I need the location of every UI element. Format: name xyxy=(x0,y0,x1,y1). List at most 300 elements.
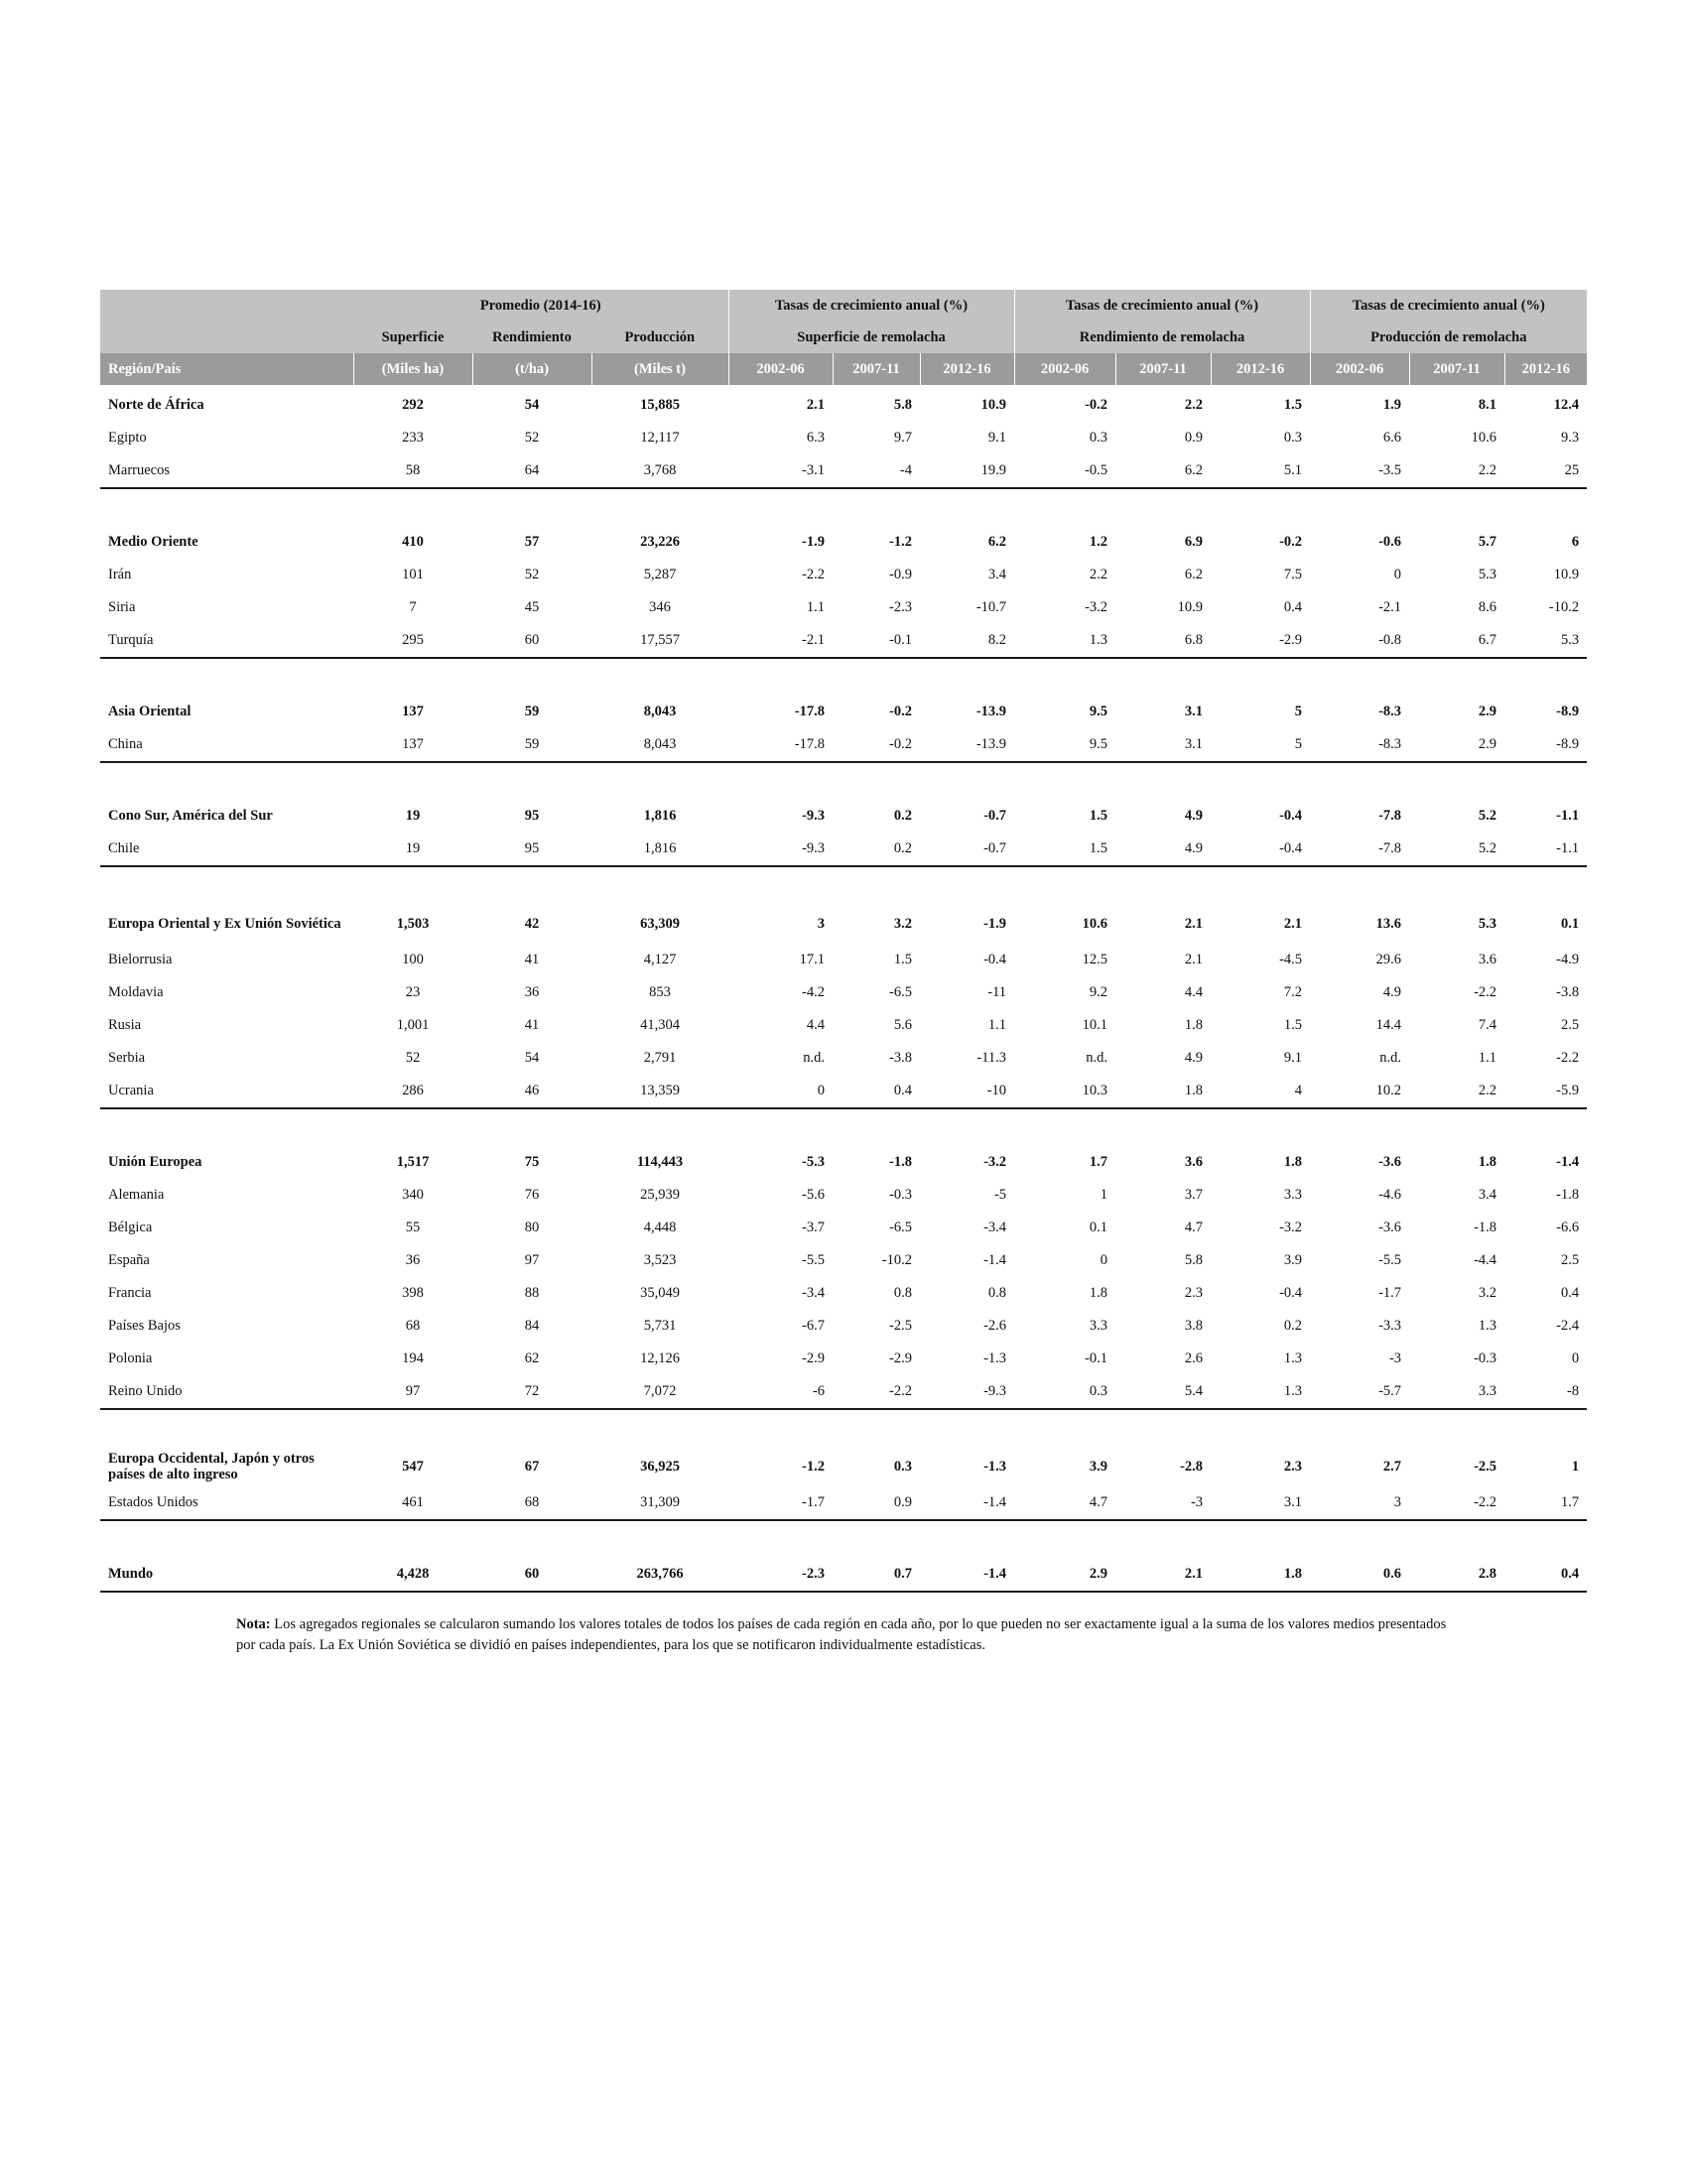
table-cell: 80 xyxy=(524,1220,540,1235)
table-cell: -6 xyxy=(728,1375,833,1409)
table-cell: -0.2 xyxy=(833,728,920,762)
table-cell: 25,939 xyxy=(640,1187,680,1203)
table-cell: 9.1 xyxy=(987,430,1007,446)
row-name: Serbia xyxy=(108,1050,146,1066)
table-cell: 52 xyxy=(405,1050,421,1066)
table-cell: 3.1 xyxy=(1115,728,1211,762)
table-cell: 0.4 xyxy=(1560,1285,1580,1301)
table-cell: 5.1 xyxy=(1211,454,1310,488)
table-cell: n.d. xyxy=(1379,1050,1402,1066)
table-cell: 8.2 xyxy=(920,624,1014,658)
table-cell: 15,885 xyxy=(640,397,680,413)
country-row xyxy=(100,1212,1587,1244)
region-row xyxy=(100,526,1587,559)
country-row xyxy=(100,1042,1587,1075)
table-cell: 3.2 xyxy=(893,915,913,932)
table-cell: -3.6 xyxy=(1378,1220,1402,1235)
row-name: China xyxy=(100,728,353,762)
table-cell: 95 xyxy=(472,833,591,866)
table-cell: -1.9 xyxy=(802,534,826,550)
table-cell: 2,791 xyxy=(643,1050,677,1066)
table-cell: 4.9 xyxy=(1184,808,1204,824)
table-cell: 7.2 xyxy=(1283,984,1303,1000)
table-cell: -0.7 xyxy=(920,833,1014,866)
table-cell: -1.8 xyxy=(1556,1187,1580,1203)
table-cell: 2.1 xyxy=(1184,952,1204,967)
table-cell: -1.4 xyxy=(920,1558,1014,1592)
country-row xyxy=(100,833,1587,866)
table-cell: 9.5 xyxy=(1089,704,1108,719)
table-cell: -2.2 xyxy=(1474,984,1497,1000)
table-cell: -5.3 xyxy=(802,1154,826,1170)
table-cell: 0 xyxy=(1393,567,1402,582)
header-tasas-rendimiento: Tasas de crecimiento anual (%) xyxy=(1014,290,1310,322)
table-cell: 8.1 xyxy=(1478,397,1497,413)
table-cell: -3.2 xyxy=(983,1154,1007,1170)
table-cell: 72 xyxy=(472,1375,591,1409)
table-cell: 3.4 xyxy=(1478,1187,1497,1203)
table-cell: 1.3 xyxy=(1014,624,1115,658)
sugar-beet-statistics-table xyxy=(100,290,1587,1593)
country-row xyxy=(100,1343,1587,1375)
table-cell: 0.1 xyxy=(1089,1220,1108,1235)
table-cell: -5.5 xyxy=(802,1252,826,1268)
table-cell: 1 xyxy=(1571,1458,1580,1475)
table-cell: -8.9 xyxy=(1556,704,1580,719)
table-cell: -4.2 xyxy=(802,984,826,1000)
country-row xyxy=(100,1486,1587,1520)
row-name: Bielorrusia xyxy=(108,952,173,967)
region-row xyxy=(100,904,1587,944)
table-cell: 0.9 xyxy=(1184,430,1204,446)
header-promedio: Promedio (2014-16) xyxy=(353,290,728,322)
table-cell: 5.3 xyxy=(1478,567,1497,582)
table-cell: -1.8 xyxy=(1474,1220,1497,1235)
table-cell: 1.3 xyxy=(1211,1375,1310,1409)
table-cell: 1.3 xyxy=(1283,1350,1303,1366)
table-cell: -13.9 xyxy=(920,728,1014,762)
table-cell: 3 xyxy=(817,915,826,932)
table-cell: 3,768 xyxy=(591,454,728,488)
table-cell: -1.3 xyxy=(983,1458,1007,1475)
table-cell: 6.8 xyxy=(1115,624,1211,658)
row-name: Unión Europea xyxy=(108,1154,202,1170)
table-cell: 95 xyxy=(524,808,540,824)
row-name: Polonia xyxy=(108,1350,153,1366)
table-cell: -3.3 xyxy=(1378,1318,1402,1334)
table-cell: -3.8 xyxy=(889,1050,913,1066)
table-cell: -0.6 xyxy=(1378,534,1402,550)
table-cell: 13,359 xyxy=(591,1075,728,1108)
table-cell: 68 xyxy=(405,1318,421,1334)
table-cell: 194 xyxy=(402,1350,424,1366)
table-cell: 2.1 xyxy=(1115,1558,1211,1592)
table-cell: 0.3 xyxy=(1014,1375,1115,1409)
row-name: Chile xyxy=(100,833,353,866)
table-cell: 5.3 xyxy=(1478,915,1497,932)
header-period: 2002-06 xyxy=(1310,353,1409,385)
table-cell: -1.9 xyxy=(983,915,1007,932)
table-cell: 137 xyxy=(353,728,472,762)
row-name-text: Europa Occidental, Japón y otros países de alto ingreso xyxy=(108,1451,315,1482)
table-cell: -2.5 xyxy=(1474,1458,1497,1475)
table-cell: 1.8 xyxy=(1283,1154,1303,1170)
table-cell: -3.2 xyxy=(1085,599,1108,615)
table-cell: 340 xyxy=(402,1187,424,1203)
table-cell: -0.4 xyxy=(983,952,1007,967)
table-cell: 2.9 xyxy=(1478,704,1497,719)
table-cell: 4.7 xyxy=(1014,1486,1115,1520)
table-cell: -13.9 xyxy=(975,704,1007,719)
table-cell: 1,816 xyxy=(643,808,677,824)
table-cell: 0.4 xyxy=(1283,599,1303,615)
table-cell: 1.1 xyxy=(987,1017,1007,1033)
table-cell: 23,226 xyxy=(640,534,680,550)
row-name: Siria xyxy=(108,599,136,615)
header-unit-produccion: (Miles t) xyxy=(591,353,728,385)
table-cell: -2.9 xyxy=(1211,624,1310,658)
table-cell: 4.9 xyxy=(1115,833,1211,866)
table-cell: -10.2 xyxy=(881,1252,913,1268)
table-cell: -2.2 xyxy=(1556,1050,1580,1066)
header-rendimiento: Rendimiento xyxy=(472,322,591,353)
table-cell: -9.3 xyxy=(920,1375,1014,1409)
table-cell: 17.1 xyxy=(799,952,826,967)
country-row xyxy=(100,624,1587,658)
row-name: España xyxy=(108,1252,150,1268)
table-cell: -6.5 xyxy=(889,1220,913,1235)
country-row xyxy=(100,1244,1587,1277)
country-row xyxy=(100,976,1587,1009)
table-cell: -4.5 xyxy=(1279,952,1303,967)
table-cell: 42 xyxy=(524,915,540,932)
table-cell: 10.2 xyxy=(1310,1075,1409,1108)
table-cell: -3.2 xyxy=(1279,1220,1303,1235)
table-cell: 41,304 xyxy=(640,1017,680,1033)
table-cell: -3.8 xyxy=(1556,984,1580,1000)
region-row xyxy=(100,1447,1587,1486)
table-cell: 4.9 xyxy=(1184,1050,1204,1066)
table-cell: -1.2 xyxy=(889,534,913,550)
table-cell: -2.2 xyxy=(802,567,826,582)
table-body xyxy=(100,385,1587,1592)
table-cell: -2.1 xyxy=(1378,599,1402,615)
table-cell: 41 xyxy=(524,952,540,967)
table-cell: 1.1 xyxy=(806,599,826,615)
table-cell: 10.6 xyxy=(1082,915,1108,932)
table-cell: -2.3 xyxy=(728,1558,833,1592)
table-cell: 3.9 xyxy=(1089,1458,1108,1475)
table-cell: 1.2 xyxy=(1089,534,1108,550)
country-row xyxy=(100,944,1587,976)
table-cell: 13.6 xyxy=(1375,915,1402,932)
region-row xyxy=(100,696,1587,728)
table-cell: 5,287 xyxy=(643,567,677,582)
region-row xyxy=(100,389,1587,422)
group-spacer xyxy=(100,1409,1587,1447)
table-cell: -4.6 xyxy=(1378,1187,1402,1203)
table-cell: -17.8 xyxy=(794,704,826,719)
country-row xyxy=(100,1075,1587,1108)
table-cell: 2.5 xyxy=(1560,1017,1580,1033)
table-cell: 5 xyxy=(1294,704,1303,719)
table-cell: 10.9 xyxy=(980,397,1007,413)
row-name: Irán xyxy=(108,567,132,582)
table-cell: 7.4 xyxy=(1478,1017,1497,1033)
table-cell: 19 xyxy=(353,833,472,866)
table-cell: 6 xyxy=(1571,534,1580,550)
table-cell: 8,043 xyxy=(643,704,677,719)
table-cell: 36 xyxy=(405,1252,421,1268)
header-period: 2002-06 xyxy=(1014,353,1115,385)
table-cell: -2.3 xyxy=(889,599,913,615)
table-cell: 346 xyxy=(649,599,671,615)
table-cell: -8 xyxy=(1504,1375,1587,1409)
table-cell: 1.7 xyxy=(1089,1154,1108,1170)
note-text: Los agregados regionales se calcularon sumando los valores totales de todos los países de cada región en cada año, por lo que pueden no ser exactamente igual a la suma de los valores medios presentados por cada país. La Ex Unión Soviética se dividió en países independientes, para los que se notificaron individualmente estadísticas. xyxy=(236,1616,1447,1653)
table-cell: 3.4 xyxy=(987,567,1007,582)
table-cell: 36 xyxy=(524,984,540,1000)
table-cell: 19.9 xyxy=(920,454,1014,488)
header-period: 2007-11 xyxy=(1115,353,1211,385)
country-row xyxy=(100,454,1587,488)
table-cell: 12,126 xyxy=(640,1350,680,1366)
note-label: Nota: xyxy=(236,1616,271,1632)
header-row-2 xyxy=(100,322,1587,353)
table-cell: 100 xyxy=(402,952,424,967)
table-cell: -3.7 xyxy=(802,1220,826,1235)
table-cell: n.d. xyxy=(1086,1050,1108,1066)
table-cell: 10.1 xyxy=(1082,1017,1108,1033)
table-note xyxy=(236,1614,1467,1656)
header-superficie: Superficie xyxy=(353,322,472,353)
table-cell: 3.6 xyxy=(1184,1154,1204,1170)
table-cell: -1.7 xyxy=(728,1486,833,1520)
row-name: Bélgica xyxy=(108,1220,153,1235)
table-cell: 0.7 xyxy=(833,1558,920,1592)
table-cell: -2.2 xyxy=(833,1375,920,1409)
row-name-text: Europa Oriental y Ex Unión Soviética xyxy=(108,916,341,932)
table-cell: 3 xyxy=(1310,1486,1409,1520)
table-cell: 9.7 xyxy=(893,430,913,446)
table-cell: 1.5 xyxy=(1014,833,1115,866)
table-cell: 398 xyxy=(402,1285,424,1301)
table-cell: 410 xyxy=(402,534,424,550)
group-spacer xyxy=(100,1520,1587,1558)
table-cell: -0.2 xyxy=(1279,534,1303,550)
header-period: 2012-16 xyxy=(920,353,1014,385)
table-cell: 6.2 xyxy=(1184,567,1204,582)
group-spacer xyxy=(100,866,1587,904)
header-period: 2012-16 xyxy=(1504,353,1587,385)
table-cell: 1.3 xyxy=(1478,1318,1497,1334)
table-cell: -7.8 xyxy=(1310,833,1409,866)
table-cell: -10 xyxy=(920,1075,1014,1108)
row-name: Alemania xyxy=(108,1187,165,1203)
table-cell: 55 xyxy=(405,1220,421,1235)
table-cell: -0.1 xyxy=(833,624,920,658)
table-cell: 0.2 xyxy=(1283,1318,1303,1334)
table-cell: -11 xyxy=(987,984,1007,1000)
table-cell: -0.1 xyxy=(1085,1350,1108,1366)
table-cell: -8.9 xyxy=(1504,728,1587,762)
table-cell: 1.8 xyxy=(1211,1558,1310,1592)
table-cell: 8,043 xyxy=(591,728,728,762)
table-cell: -5.9 xyxy=(1504,1075,1587,1108)
table-cell: n.d. xyxy=(803,1050,826,1066)
row-name: Mundo xyxy=(100,1558,353,1592)
table-cell: -5.5 xyxy=(1378,1252,1402,1268)
table-cell: 8.6 xyxy=(1478,599,1497,615)
table-cell: 1.8 xyxy=(1089,1285,1108,1301)
group-spacer xyxy=(100,658,1587,696)
table-cell: 5,731 xyxy=(643,1318,677,1334)
table-cell: 4.7 xyxy=(1184,1220,1204,1235)
table-cell: 853 xyxy=(649,984,671,1000)
table-cell: -10.7 xyxy=(975,599,1007,615)
table-cell: 59 xyxy=(524,704,540,719)
header-row-3 xyxy=(100,353,1587,385)
group-spacer xyxy=(100,762,1587,800)
table-cell: 7 xyxy=(409,599,417,615)
table-cell: 9.3 xyxy=(1560,430,1580,446)
table-cell: 97 xyxy=(353,1375,472,1409)
table-cell: -5.7 xyxy=(1310,1375,1409,1409)
header-period: 2012-16 xyxy=(1211,353,1310,385)
table-cell: -2.5 xyxy=(889,1318,913,1334)
table-cell: -0.5 xyxy=(1014,454,1115,488)
table-cell: 46 xyxy=(472,1075,591,1108)
table-cell: 9.1 xyxy=(1283,1050,1303,1066)
table-cell: 233 xyxy=(402,430,424,446)
table-cell: -2.6 xyxy=(983,1318,1007,1334)
header-period: 2007-11 xyxy=(833,353,920,385)
table-cell: 45 xyxy=(524,599,540,615)
table-cell: -0.8 xyxy=(1310,624,1409,658)
table-cell: 5.2 xyxy=(1409,833,1504,866)
table-cell: -3.6 xyxy=(1378,1154,1402,1170)
row-name: Turquía xyxy=(100,624,353,658)
header-row-1 xyxy=(100,290,1587,322)
table-cell: 68 xyxy=(472,1486,591,1520)
table-cell: 64 xyxy=(472,454,591,488)
table-cell: 2.1 xyxy=(1184,915,1204,932)
table-cell: 3.6 xyxy=(1478,952,1497,967)
table-cell: 63,309 xyxy=(640,915,680,932)
table-cell: -8.3 xyxy=(1310,728,1409,762)
table-cell: 10.3 xyxy=(1014,1075,1115,1108)
header-unit-superficie: (Miles ha) xyxy=(353,353,472,385)
table-cell: 2.9 xyxy=(1409,728,1504,762)
table-cell: 1.7 xyxy=(1504,1486,1587,1520)
row-name: Reino Unido xyxy=(100,1375,353,1409)
table-cell: -2.4 xyxy=(1556,1318,1580,1334)
table-cell: 3.3 xyxy=(1283,1187,1303,1203)
table-cell: 4.4 xyxy=(1184,984,1204,1000)
table-cell: 2.9 xyxy=(1014,1558,1115,1592)
table-cell: 4,428 xyxy=(353,1558,472,1592)
table-cell: -5 xyxy=(993,1187,1007,1203)
table-cell: -2.1 xyxy=(728,624,833,658)
table-cell: 7.5 xyxy=(1283,567,1303,582)
table-cell: 114,443 xyxy=(636,1154,684,1170)
table-cell: 0.6 xyxy=(1310,1558,1409,1592)
table-cell: 17,557 xyxy=(591,624,728,658)
table-cell: 1.9 xyxy=(1382,397,1402,413)
table-cell: -3.5 xyxy=(1310,454,1409,488)
table-cell: 6.2 xyxy=(1115,454,1211,488)
row-name: Marruecos xyxy=(100,454,353,488)
table-cell: 36,925 xyxy=(640,1458,680,1475)
table-cell: 0.2 xyxy=(893,808,913,824)
table-cell: 29.6 xyxy=(1375,952,1402,967)
table-cell: -1.2 xyxy=(802,1458,826,1475)
table-cell: 58 xyxy=(353,454,472,488)
table-cell: 60 xyxy=(472,624,591,658)
table-cell: 12.5 xyxy=(1082,952,1108,967)
table-cell: 2.8 xyxy=(1409,1558,1504,1592)
table-cell: 41 xyxy=(524,1017,540,1033)
table-cell: 1.5 xyxy=(1089,808,1108,824)
table-cell: -1.3 xyxy=(983,1350,1007,1366)
table-cell: 14.4 xyxy=(1375,1017,1402,1033)
table-cell: -1.8 xyxy=(889,1154,913,1170)
table-cell: 5.7 xyxy=(1478,534,1497,550)
table-cell: 0.4 xyxy=(833,1075,920,1108)
table-cell: -3.4 xyxy=(983,1220,1007,1235)
row-name: Rusia xyxy=(108,1017,142,1033)
table-cell: 292 xyxy=(402,397,424,413)
table-cell: 4,127 xyxy=(643,952,677,967)
country-row xyxy=(100,1179,1587,1212)
table-cell: 97 xyxy=(524,1252,540,1268)
header-region: Región/País xyxy=(100,353,353,385)
table-cell: -10.2 xyxy=(1548,599,1580,615)
table-cell: 9.5 xyxy=(1014,728,1115,762)
header-period: 2007-11 xyxy=(1409,353,1504,385)
table-cell: -4.4 xyxy=(1474,1252,1497,1268)
table-cell: -0.3 xyxy=(889,1187,913,1203)
table-cell: 3,523 xyxy=(643,1252,677,1268)
table-cell: 0.8 xyxy=(893,1285,913,1301)
table-cell: 461 xyxy=(353,1486,472,1520)
table-cell: 19 xyxy=(405,808,421,824)
country-row xyxy=(100,728,1587,762)
table-cell: 0.9 xyxy=(833,1486,920,1520)
table-cell: -6.6 xyxy=(1556,1220,1580,1235)
country-row xyxy=(100,1375,1587,1409)
row-name xyxy=(100,904,353,944)
row-name: Ucrania xyxy=(100,1075,353,1108)
table-cell: -4.9 xyxy=(1556,952,1580,967)
table-cell: 67 xyxy=(524,1458,540,1475)
table-cell: 4 xyxy=(1211,1075,1310,1108)
table-cell: 3.8 xyxy=(1184,1318,1204,1334)
table-cell: -0.2 xyxy=(889,704,913,719)
header-superficie-remolacha: Superficie de remolacha xyxy=(728,322,1014,353)
country-row xyxy=(100,422,1587,454)
table-cell: 5.3 xyxy=(1504,624,1587,658)
group-spacer xyxy=(100,1108,1587,1146)
table-cell: 1.5 xyxy=(1283,397,1303,413)
table-cell: 54 xyxy=(524,397,540,413)
table-cell: -1.7 xyxy=(1378,1285,1402,1301)
table-cell: 1,517 xyxy=(396,1154,430,1170)
table-cell: -0.4 xyxy=(1279,1285,1303,1301)
table-cell: 1 xyxy=(1100,1187,1108,1203)
table-cell: -9.3 xyxy=(802,808,826,824)
table-cell: 1,001 xyxy=(396,1017,430,1033)
